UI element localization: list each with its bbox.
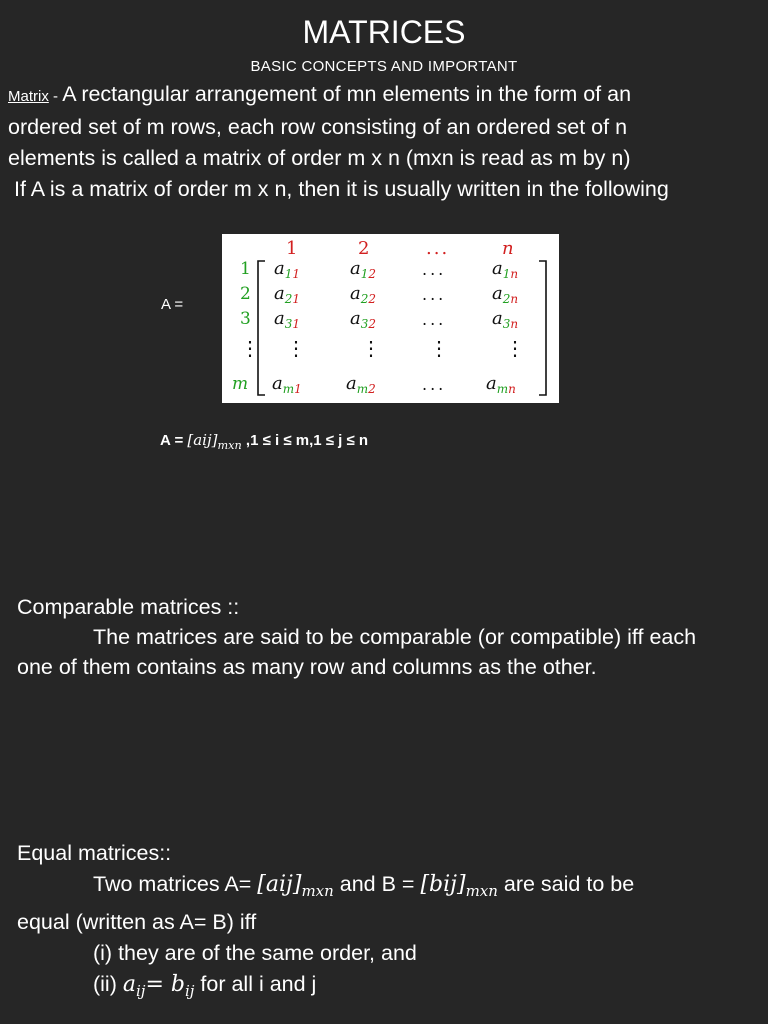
row-header-2: 2 [240,284,251,304]
column-vdots: ⋮ [429,336,449,360]
matrix-element: $a_{21}$ [274,283,301,306]
matrix-element: $a_{3n}$ [492,308,519,331]
matrix-label: A = [161,296,184,313]
matrix-definition [8,79,764,205]
definition-line-1 [8,79,764,112]
comparable-matrices-section [17,592,762,682]
equal-heading: Equal matrices:: [17,841,172,865]
matrix-element: $a_{22}$ [350,283,377,306]
aij-equals-bij: $a_{ij}= b_{ij}$ [122,972,195,1000]
matrix-element: $a_{2n}$ [492,283,519,306]
column-header-2: 2 [358,238,370,259]
comparable-line-2: one of them contains as many row and columns as the other. [17,655,597,679]
term-dash: - [48,88,63,105]
column-vdots: ⋮ [361,336,381,360]
equal-line-1: Two matrices $A= [aij]_{mxn}$ and $B = [bij]_{mxn}$ are said to be [93,872,635,900]
comparable-line-1: The matrices are said to be comparable (or compatible) iff each [93,625,697,649]
column-header-ellipsis: ... [426,238,450,259]
row-header-1: 1 [240,259,251,279]
column-header-n: n [502,238,514,259]
matrix-notation-line: $A = [aij]_{mxn}$ ,1 ≤ i ≤ m,1 ≤ j ≤ n [160,431,369,452]
matrix-element: $a_{m1}$ [272,373,302,396]
row-ellipsis: ... [422,310,447,329]
matrix-element: $a_{1n}$ [492,258,519,281]
matrix-element: $a_{32}$ [350,308,377,331]
aij-notation: $[aij]_{mxn}$ [187,431,242,452]
row-ellipsis: ... [422,375,447,394]
equal-line-2: equal (written as A= B) iff [17,910,257,934]
equal-condition-1: (i) they are of the same order, and [93,941,417,965]
matrix-figure [222,234,559,403]
page-title: MATRICES [302,14,466,50]
matrix-element: $a_{11}$ [274,258,301,281]
column-vdots: ⋮ [286,336,306,360]
matrix-element: $a_{12}$ [350,258,377,281]
row-header-m: m [232,374,249,394]
matrix-element: $a_{31}$ [274,308,301,331]
definition-line-2: ordered set of m rows, each row consisting of an ordered set of n [8,115,628,139]
page-subtitle: BASIC CONCEPTS AND IMPORTANT [250,58,518,75]
matrix-term: Matrix [8,88,49,105]
row-ellipsis: ... [422,260,447,279]
column-header-1: 1 [286,238,298,259]
matrix-element: $a_{m2}$ [346,373,376,396]
equal-condition-2: (ii) $a_{ij}= b_{ij}$ for all i and j [93,972,317,1000]
equal-matrices-section [17,838,762,1007]
row-header-vdots: ⋮ [240,336,260,360]
right-bracket [538,260,548,396]
definition-line-3: elements is called a matrix of order m x n (mxn is read as m by n) [8,146,631,170]
definition-text-1: A rectangular arrangement of mn elements in the form of an [62,82,632,106]
b-notation: $[bij]_{mxn}$ [420,872,498,900]
row-header-3: 3 [240,309,251,329]
a-notation: $[aij]_{mxn}$ [257,872,334,900]
comparable-heading: Comparable matrices :: [17,595,240,619]
column-vdots: ⋮ [505,336,525,360]
definition-line-4: If A is a matrix of order m x n, then it is usually written in the following [14,177,669,201]
row-ellipsis: ... [422,285,447,304]
matrix-element: $a_{mn}$ [486,373,516,396]
left-bracket [256,260,266,396]
